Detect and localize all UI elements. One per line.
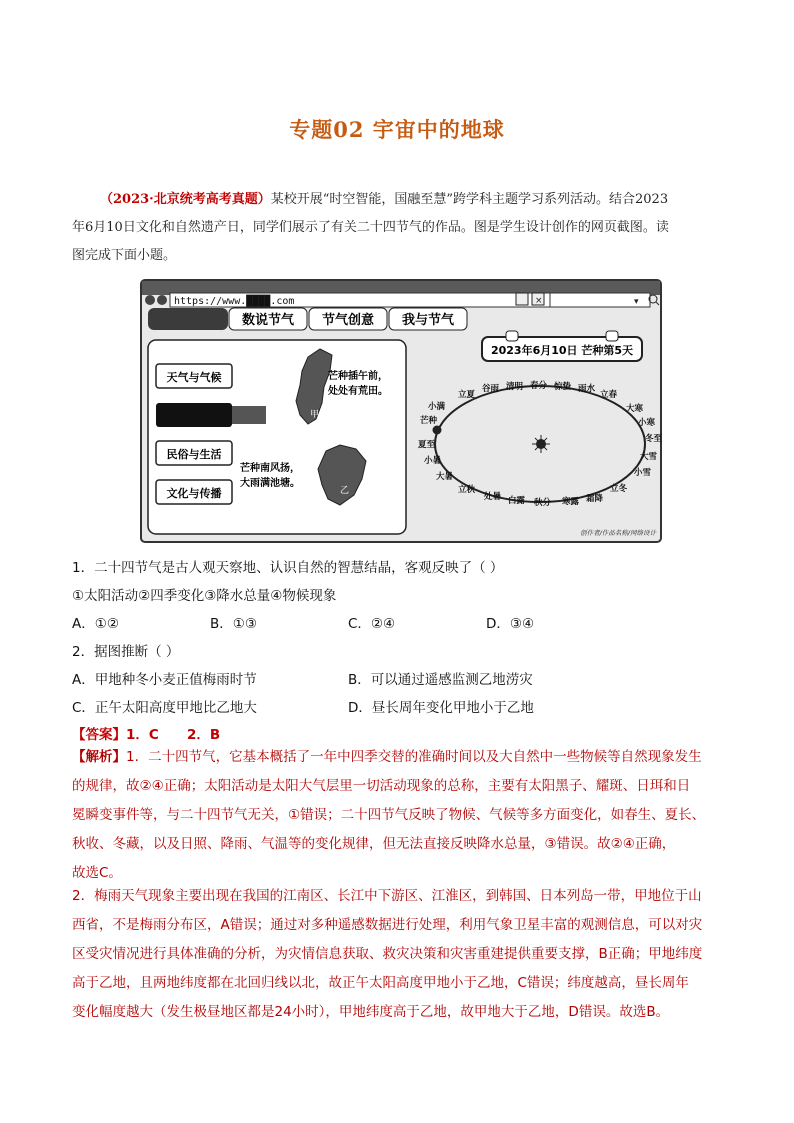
- svg-text:小寒: 小寒: [638, 418, 656, 428]
- intro-line1: 某校开展“时空智能，国融至慧”跨学科主题学习系列活动。结合2023: [270, 192, 669, 207]
- svg-text:清明: 清明: [506, 382, 524, 392]
- earth-marker: [433, 426, 442, 435]
- tab-chuangyi: [309, 308, 387, 330]
- analysis-p1: 【解析】1．二十四节气，它基本概括了一年中四季交替的准确时间以及大自然中一些物候等自然现象发生 的规律，故②④正确；太阳活动是太阳大气层里一切活动现象的总称，主要有太阳黑子、耀斑、日珥和日 冕瞬变事件等，与二十四节气无关，①错误；二十四节气反映了物候、气候等多方面变化，如春生、夏长、 秋收、冬藏，以及日照、降雨、气温等的变化规律，但无法直接反映降水总量，③错误。故②④正确， 故选C。: [72, 749, 706, 881]
- webpage-figure: [140, 279, 662, 543]
- left-button-3: [156, 441, 232, 465]
- answer-line: [72, 723, 220, 743]
- svg-text:处处有荒田。: 处处有荒田。: [328, 386, 388, 397]
- svg-text:夏至: 夏至: [418, 440, 436, 450]
- intro-paragraph: [72, 186, 722, 270]
- svg-text:处暑: 处暑: [484, 492, 502, 502]
- address-bar-url: https://www.████.com: [174, 296, 295, 307]
- svg-text:雨水: 雨水: [578, 384, 596, 394]
- answer-label: 【答案】: [72, 727, 126, 743]
- analysis-p2: 2．梅雨天气现象主要出现在我国的江南区、长江中下游区、江淮区，到韩国、日本列岛一带，甲地位于山 西省，不是梅雨分布区，A错误；通过对多种遥感数据进行处理，利用气象卫星丰富的观测信息，可以对灾 区受灾情况进行具体准确的分析，为灾情信息获取、救灾决策和灾害重建提供重要支撑，B正确；甲地纬度 高于乙地，且两地纬度都在北回归线以北，故正午太阳高度甲地小于乙地，C错误；纬度越高，昼长周年 变化幅度越大（发生极昼地区都是24小时），甲地纬度高于乙地，故甲地大于乙地，D错误。故选B。: [72, 888, 703, 1020]
- svg-text:大暑: 大暑: [436, 472, 454, 482]
- svg-text:2023年6月10日 芒种第5天: 2023年6月10日 芒种第5天: [490, 344, 634, 357]
- tab-shuoshuo: [229, 308, 307, 330]
- refresh-icon: [516, 293, 528, 305]
- q1-option-a: A．①②: [72, 616, 119, 632]
- q2-option-b: B．可以通过遥感监测乙地涝灾: [348, 672, 533, 688]
- q2-option-c: C．正午太阳高度甲地比乙地大: [72, 700, 257, 716]
- svg-text:大雪: 大雪: [640, 452, 658, 462]
- svg-text:寒露: 寒露: [562, 497, 580, 507]
- source-tag: （2023·北京统考高考真题）: [100, 192, 271, 207]
- svg-text:霜降: 霜降: [586, 494, 604, 504]
- svg-text:惊蛰: 惊蛰: [554, 382, 572, 392]
- svg-text:文化与传播: 文化与传播: [166, 487, 222, 500]
- left-button-4: [156, 480, 232, 504]
- svg-text:小雪: 小雪: [634, 468, 652, 478]
- left-button-1: [156, 364, 232, 388]
- q1-stem: 1．二十四节气是古人观天察地、认识自然的智慧结晶，客观反映了（ ）: [72, 560, 504, 576]
- back-icon: [145, 295, 155, 305]
- q1-option-d: D．③④: [486, 616, 535, 632]
- page-title: 专题02 宇宙中的地球: [289, 117, 505, 142]
- svg-text:立秋: 立秋: [458, 485, 476, 495]
- svg-text:冬至: 冬至: [645, 434, 662, 444]
- svg-text:立春: 立春: [600, 390, 618, 400]
- figure-footer: 创作者/作品名称/网络设计: [580, 529, 656, 537]
- svg-text:民俗与生活: 民俗与生活: [166, 448, 222, 461]
- svg-text:天气与气候: 天气与气候: [166, 371, 222, 384]
- q1-items: ①太阳活动②四季变化③降水总量④物候现象: [72, 588, 337, 604]
- analysis-label: 【解析】: [72, 749, 126, 765]
- svg-text:大雨满池塘。: 大雨满池塘。: [240, 478, 300, 489]
- q2-option-d: D．昼长周年变化甲地小于乙地: [348, 700, 534, 716]
- svg-text:芒种南风扬，: 芒种南风扬，: [240, 463, 300, 474]
- svg-text:秋分: 秋分: [534, 498, 552, 508]
- svg-text:我与节气: 我与节气: [401, 313, 455, 328]
- svg-text:白露: 白露: [508, 496, 526, 506]
- svg-text:小满: 小满: [428, 402, 446, 412]
- svg-text:乙: 乙: [340, 486, 350, 496]
- svg-text:芒种: 芒种: [420, 416, 438, 426]
- svg-text:大寒: 大寒: [626, 404, 644, 414]
- svg-text:×: ×: [535, 296, 543, 306]
- tab-woyu: [389, 308, 467, 330]
- intro-line2: 年6月10日文化和自然遗产日，同学们展示了有关二十四节气的作品。图是学生设计创作的网页截图。读: [72, 220, 669, 235]
- intro-line3: 图完成下面小题。: [72, 248, 177, 263]
- svg-text:数说节气: 数说节气: [241, 313, 295, 328]
- svg-text:立冬: 立冬: [610, 484, 628, 494]
- svg-text:芒种插午前，: 芒种插午前，: [328, 371, 388, 382]
- answer-text: 1．C 2．B: [126, 727, 221, 743]
- svg-text:甲: 甲: [310, 410, 320, 420]
- forward-icon: [157, 295, 167, 305]
- tab-active: [148, 308, 228, 330]
- q1-option-c: C．②④: [348, 616, 396, 632]
- svg-text:谷雨: 谷雨: [482, 384, 500, 394]
- svg-text:立夏: 立夏: [458, 390, 476, 400]
- q2-stem: 2．据图推断（ ）: [72, 644, 180, 660]
- svg-text:小暑: 小暑: [424, 456, 442, 466]
- left-button-2: [156, 403, 266, 427]
- q2-option-a: A．甲地种冬小麦正值梅雨时节: [72, 672, 257, 688]
- svg-text:春分: 春分: [530, 381, 548, 391]
- q1-option-b: B．①③: [210, 616, 257, 632]
- dropdown-icon: ▾: [634, 297, 639, 307]
- svg-text:节气创意: 节气创意: [321, 313, 375, 328]
